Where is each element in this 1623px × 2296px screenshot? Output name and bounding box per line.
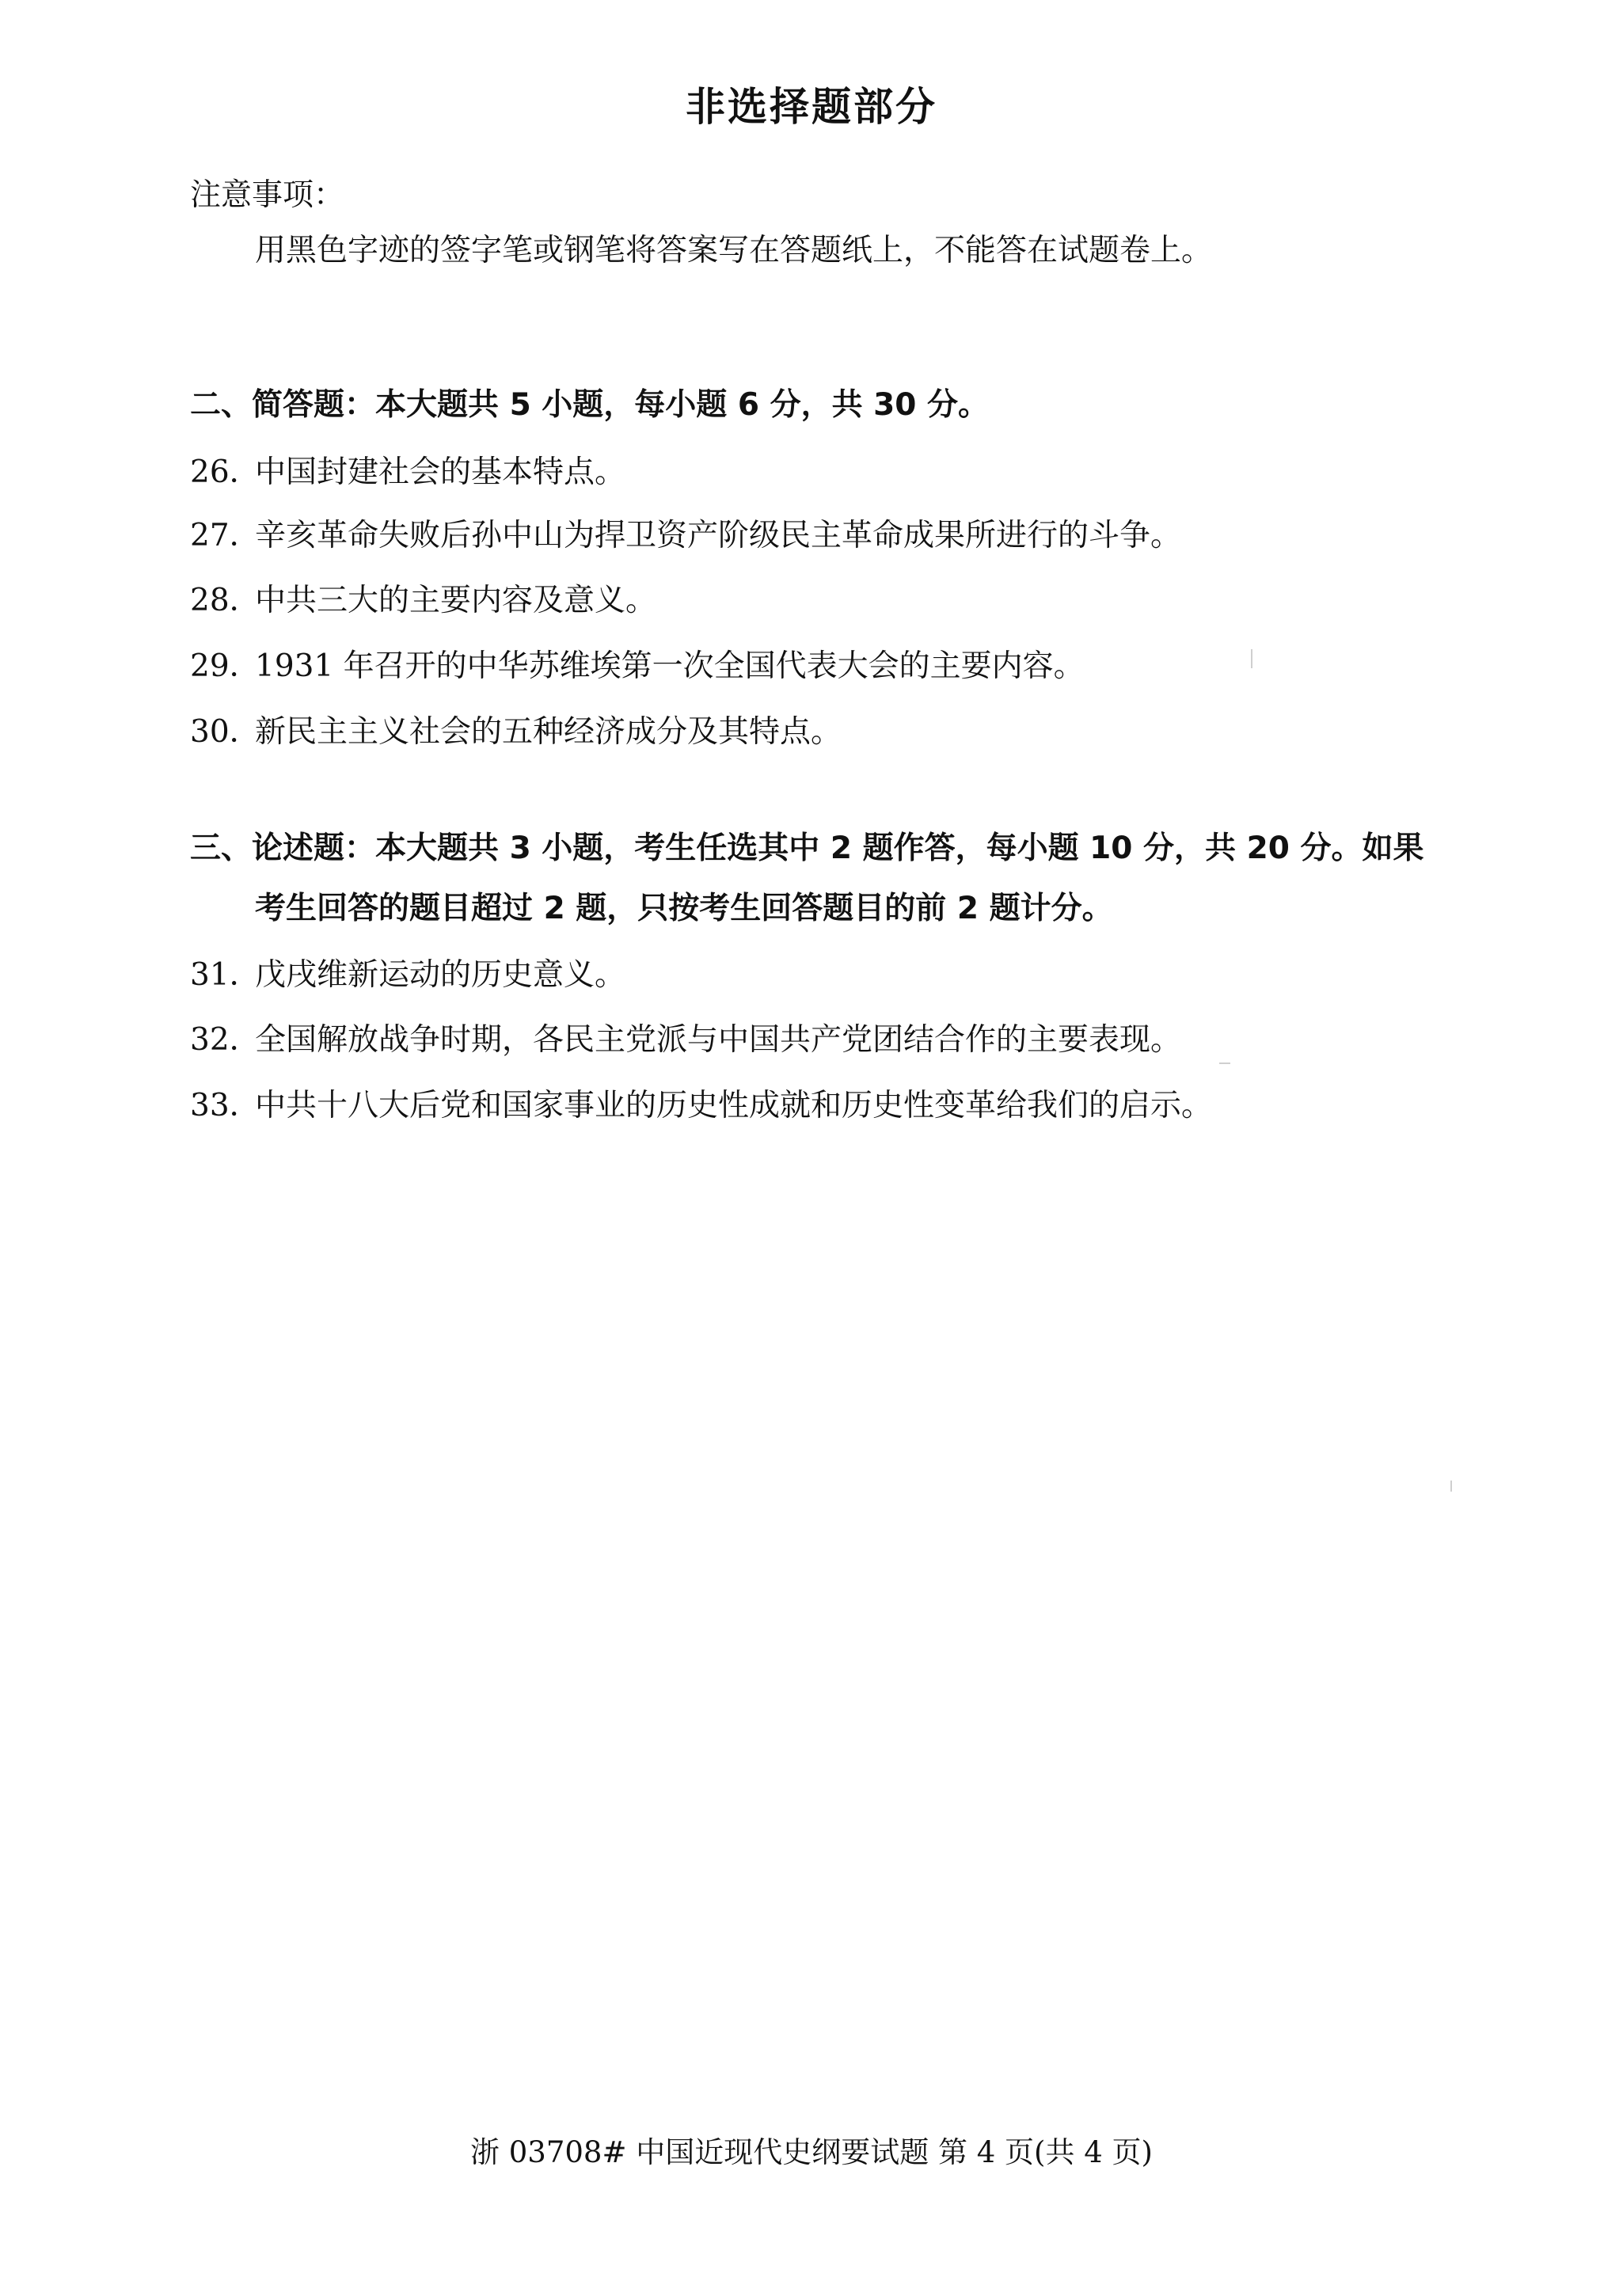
section-essay-heading-line1: 三、论述题：本大题共 3 小题，考生任选其中 2 题作答，每小题 10 分，共 20 分。如果 [190, 831, 1424, 866]
page-title: 非选择题部分 [686, 84, 937, 130]
question-33 [190, 1081, 1212, 1125]
scan-mark [1450, 1481, 1452, 1492]
question-number: 27． [190, 518, 260, 553]
question-number: 31． [190, 957, 260, 993]
question-29 [190, 641, 1085, 686]
question-number: 33． [190, 1088, 260, 1123]
question-text: 戊戌维新运动的历史意义。 [255, 957, 626, 993]
question-number: 32． [190, 1022, 260, 1058]
question-text: 新民主主义社会的五种经济成分及其特点。 [255, 714, 842, 750]
question-30 [190, 707, 842, 751]
question-32 [190, 1015, 1181, 1059]
question-text: 中国封建社会的基本特点。 [255, 454, 626, 490]
question-number: 29． [190, 648, 260, 684]
question-text: 中共三大的主要内容及意义。 [255, 583, 657, 618]
question-number: 28． [190, 583, 260, 618]
question-text: 中共十八大后党和国家事业的历史性成就和历史性变革给我们的启示。 [255, 1088, 1213, 1123]
question-text: 辛亥革命失败后孙中山为捍卫资产阶级民主革命成果所进行的斗争。 [255, 518, 1182, 553]
question-number: 30． [190, 714, 260, 750]
question-26 [190, 447, 625, 492]
scan-mark [1251, 649, 1252, 668]
question-text: 全国解放战争时期，各民主党派与中国共产党团结合作的主要表现。 [255, 1022, 1182, 1058]
scan-mark [1219, 1062, 1230, 1064]
notice-heading: 注意事项： [190, 177, 345, 213]
section-essay-heading [190, 823, 1423, 928]
notice-text: 用黑色字迹的签字笔或钢笔将答案写在答题纸上，不能答在试题卷上。 [255, 233, 1213, 268]
section-short-answer-heading: 二、简答题：本大题共 5 小题，每小题 6 分，共 30 分。 [190, 387, 990, 423]
section-essay-heading-line2: 考生回答的题目超过 2 题，只按考生回答题目的前 2 题计分。 [255, 891, 1113, 926]
question-27 [190, 511, 1181, 555]
question-number: 26． [190, 454, 260, 490]
page-footer: 浙 03708# 中国近现代史纲要试题 第 4 页(共 4 页) [470, 2135, 1153, 2169]
question-31 [190, 950, 625, 994]
question-28 [190, 576, 656, 620]
question-text: 1931 年召开的中华苏维埃第一次全国代表大会的主要内容。 [255, 648, 1085, 684]
